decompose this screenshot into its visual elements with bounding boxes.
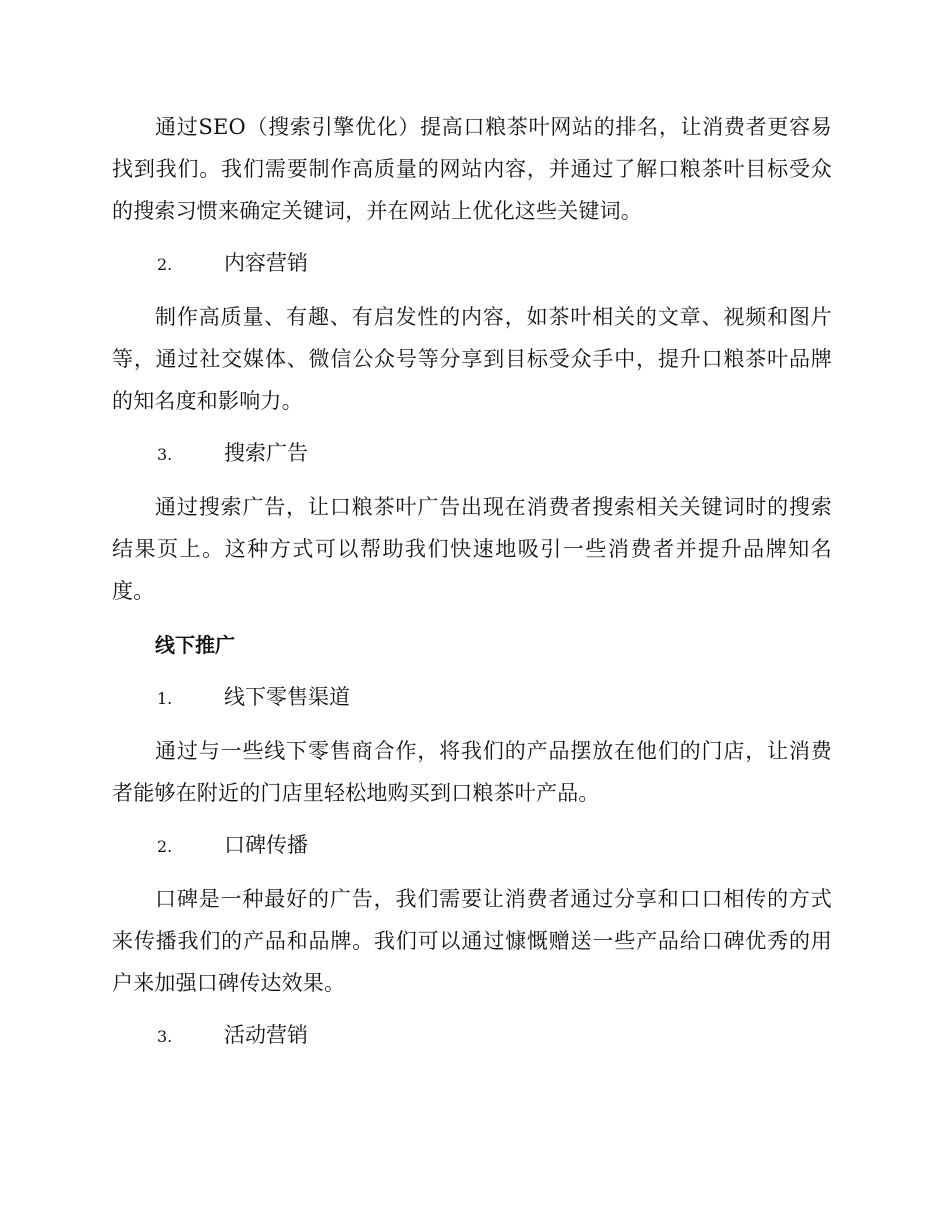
section-heading-offline: 线下推广 (155, 633, 235, 657)
paragraph-seo: 通过SEO（搜索引擎优化）提高口粮茶叶网站的排名，让消费者更容易找到我们。我们需要制作高质量的网站内容，并通过了解口粮茶叶目标受众的搜索习惯来确定关键词，并在网站上优化这些关键词。 (112, 115, 832, 223)
list-number: 2. (157, 255, 173, 274)
paragraph-word-of-mouth: 口碑是一种最好的广告，我们需要让消费者通过分享和口口相传的方式来传播我们的产品和品牌。我们可以通过慷慨赠送一些产品给口碑优秀的用户来加强口碑传达效果。 (112, 887, 832, 995)
list-number: 2. (157, 837, 173, 856)
list-label: 搜索广告 (224, 441, 308, 465)
list-label: 线下零售渠道 (224, 685, 350, 709)
paragraph-content-marketing: 制作高质量、有趣、有启发性的内容，如茶叶相关的文章、视频和图片等，通过社交媒体、微信公众号等分享到目标受众手中，提升口粮茶叶品牌的知名度和影响力。 (112, 305, 832, 413)
list-number: 3. (157, 445, 173, 464)
list-label: 内容营销 (224, 251, 308, 275)
list-item-content-marketing (112, 242, 832, 286)
paragraph-offline-retail: 通过与一些线下零售商合作，将我们的产品摆放在他们的门店，让消费者能够在附近的门店里轻松地购买到口粮茶叶产品。 (112, 739, 832, 805)
list-label: 活动营销 (224, 1023, 308, 1047)
list-number: 1. (157, 689, 173, 708)
list-item-search-ads (112, 432, 832, 476)
list-number: 3. (157, 1027, 173, 1046)
document-page (112, 106, 832, 1058)
paragraph-search-ads: 通过搜索广告，让口粮茶叶广告出现在消费者搜索相关关键词时的搜索结果页上。这种方式可以帮助我们快速地吸引一些消费者并提升品牌知名度。 (112, 495, 832, 603)
list-label: 口碑传播 (224, 833, 308, 857)
list-item-event-marketing (112, 1014, 832, 1058)
list-item-offline-retail (112, 676, 832, 720)
list-item-word-of-mouth (112, 824, 832, 868)
